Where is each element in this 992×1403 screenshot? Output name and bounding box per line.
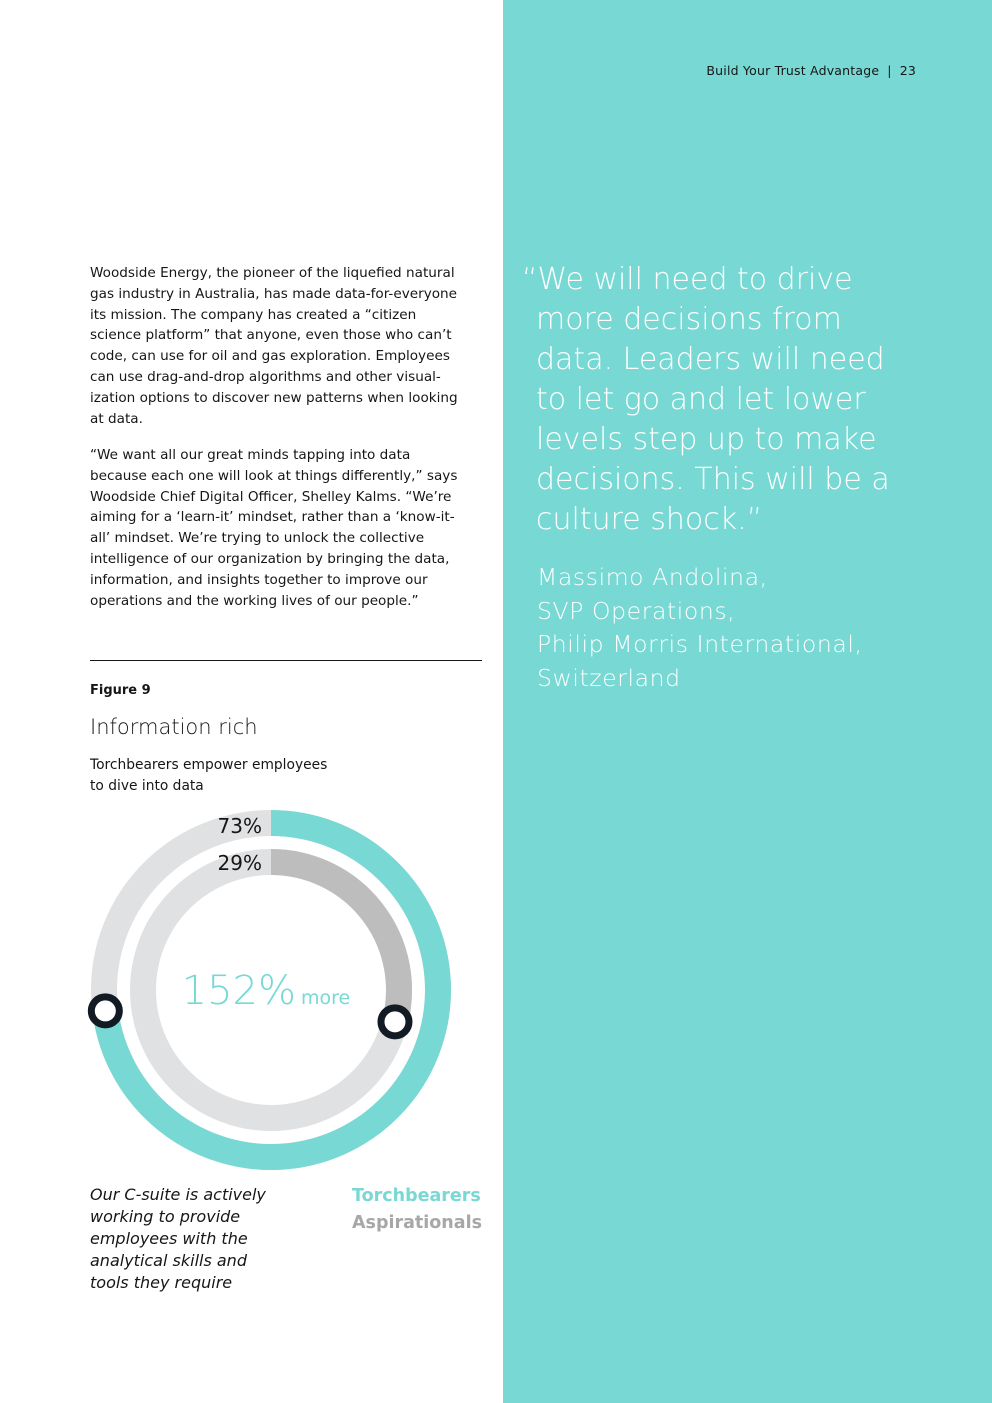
- caption-line: tools they require: [90, 1273, 233, 1292]
- text-line: Woodside Energy, the pioneer of the liquefied natural: [90, 265, 455, 281]
- quote-line: to let go and let lower: [536, 382, 866, 417]
- text-line: Woodside Chief Digital Officer, Shelley Kalms. “We’re: [90, 488, 452, 505]
- header-title: Build Your Trust Advantage: [706, 63, 880, 78]
- quote-line: levels step up to make: [536, 422, 877, 457]
- text-line: all’ mindset. We’re trying to unlock the collective: [90, 530, 425, 547]
- center-value: 152%: [181, 968, 296, 1014]
- text-line: its mission. The company has created a “citizen: [90, 306, 417, 323]
- attribution-line: SVP Operations,: [537, 596, 736, 625]
- page-number: 23: [899, 63, 916, 78]
- text-line: “We want all our great minds tapping into data: [90, 447, 411, 463]
- header-separator: |: [887, 63, 892, 78]
- center-suffix: more: [301, 987, 351, 1009]
- caption-line: working to provide: [90, 1207, 241, 1226]
- text-line: aiming for a ‘learn-it’ mindset, rather than a ‘know-it-: [90, 509, 455, 526]
- legend-aspirationals: Aspirationals: [352, 1213, 482, 1233]
- text-line: science platform” that anyone, even those who can’t: [90, 327, 452, 344]
- figure-label: Figure 9: [90, 683, 151, 698]
- attribution-line: Philip Morris International,: [537, 630, 863, 658]
- subtitle-line: to dive into data: [90, 777, 204, 794]
- caption-line: employees with the: [90, 1229, 248, 1248]
- attribution-line: Massimo Andolina,: [537, 563, 768, 591]
- quote-line: more decisions from: [536, 302, 842, 337]
- aspirationals-value-label: 29%: [217, 851, 262, 875]
- text-line: code, can use for oil and gas exploration. Employees: [90, 348, 450, 365]
- text-line: at data.: [90, 410, 143, 427]
- attribution-line: Switzerland: [537, 663, 681, 692]
- text-line: information, and insights together to improve our: [90, 571, 428, 588]
- torchbearers-end-marker: [91, 997, 119, 1025]
- chart-legend: [352, 1183, 482, 1237]
- subtitle-line: Torchbearers empower employees: [90, 757, 328, 773]
- quote-line: data. Leaders will need: [536, 342, 885, 377]
- figure-caption: [90, 1184, 266, 1294]
- text-line: can use drag-and-drop algorithms and other visual-: [90, 368, 441, 385]
- figure-title: Information rich: [90, 715, 258, 739]
- aspirationals-end-marker: [381, 1008, 409, 1036]
- legend-torchbearers: Torchbearers: [352, 1186, 481, 1206]
- text-line: ization options to discover new patterns when looking: [90, 389, 458, 406]
- quote-line: culture shock.”: [536, 502, 763, 537]
- text-line: gas industry in Australia, has made data-for-everyone: [90, 285, 458, 302]
- text-line: because each one will look at things differently,” says: [90, 467, 458, 484]
- quote-line: “We will need to drive: [522, 262, 853, 297]
- quote-line: decisions. This will be a: [536, 462, 890, 497]
- text-line: intelligence of our organization by bringing the data,: [90, 550, 450, 567]
- torchbearers-value-label: 73%: [217, 814, 262, 838]
- text-line: operations and the working lives of our people.”: [90, 592, 419, 609]
- caption-line: analytical skills and: [90, 1251, 247, 1270]
- caption-line: Our C-suite is actively: [90, 1185, 266, 1204]
